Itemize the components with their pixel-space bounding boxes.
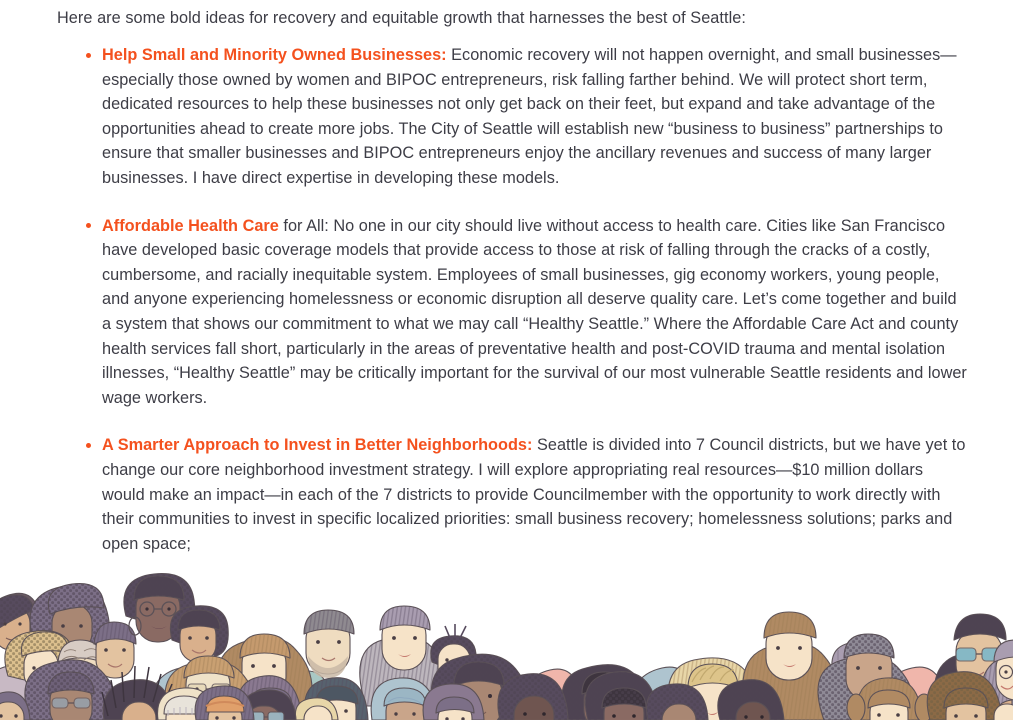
list-item: [0, 433, 1013, 556]
bullet-dot-icon: [86, 53, 91, 58]
bullet-lead-label: A Smarter Approach to Invest in Better Neighborhoods:: [102, 436, 533, 455]
bullet-body-text: Economic recovery will not happen overnight, and small businesses—especially those owned by women and BIPOC entrepreneurs, risk falling farther behind. We will protect short term, dedicated resources to help these businesses not only get back on their feet, but expand and take advantage of the opportunities ahead to create more jobs. The City of Seattle will establish new “business to business” partnerships to ensure that smaller businesses and BIPOC entrepreneurs enjoy the ancillary revenues and success of many larger businesses. I have direct expertise in developing these models.: [102, 46, 957, 187]
bullet-lead-label: Help Small and Minority Owned Businesses:: [102, 46, 447, 64]
bullet-dot-icon: [86, 443, 91, 448]
bullet-body-text: Seattle is divided into 7 Council districts, but we have yet to change our core neighborhood investment strategy. I will explore appropriating real resources—$10 million dollars would make an impact—in each of the 7 districts to provide Councilmember with the opportunity to work directly with their communities to invest in specific localized priorities: small business recovery; homelessness solutions; parks and open space;: [102, 436, 966, 553]
list-item: [0, 43, 1013, 191]
crowd-illustration-svg: [0, 556, 1013, 720]
list-item: [0, 214, 1013, 411]
diverse-crowd-illustration: [0, 556, 1013, 720]
bullet-body-text: for All: No one in our city should live without access to health care. Cities like San Francisco have developed basic coverage models that provide access to those at risk of falling through the cracks of a costly, cumbersome, and racially inequitable system. Employees of small businesses, gig economy workers, young people, and anyone experiencing homelessness or economic disruption all deserve quality care. Let’s come together and build a system that shows our commitment to what we may call “Healthy Seattle.” Where the Affordable Care Act and county health services fall short, particularly in the areas of preventative health and post-COVID trauma and mental isolation illnesses, “Healthy Seattle” may be critically important for the survival of our most vulnerable Seattle residents and lower wage workers.: [102, 216, 967, 407]
bullet-lead-label: Affordable Health Care: [102, 216, 279, 235]
ideas-bullet-list: [0, 43, 1013, 556]
intro-paragraph: Here are some bold ideas for recovery and equitable growth that harnesses the best of Seattle:: [57, 9, 746, 27]
bullet-dot-icon: [86, 223, 91, 228]
